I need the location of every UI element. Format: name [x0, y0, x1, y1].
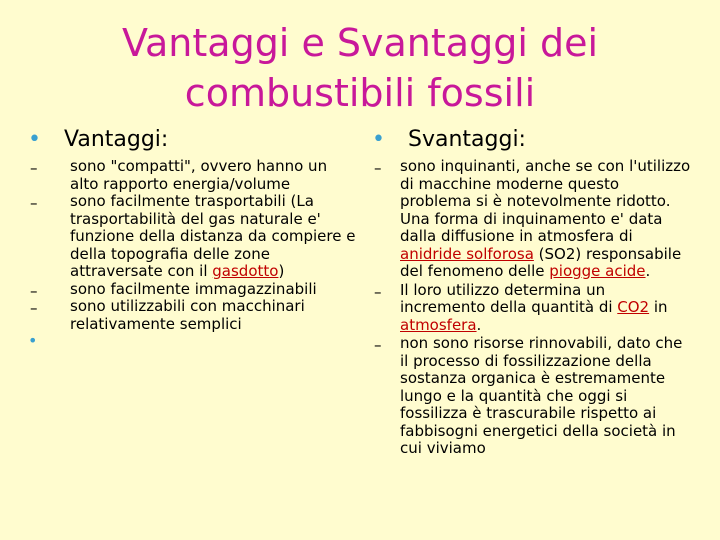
advantage-text: sono utilizzabili con macchinari relativamente semplici — [70, 297, 305, 333]
disadvantage-text: sono inquinanti, anche se con l'utilizzo di macchine moderne questo problema si è notevolmente ridotto. Una forma di inquinamento e' data dalla diffusione in atmosfera di — [400, 157, 691, 245]
slide-title — [0, 18, 720, 118]
dash-icon: – — [30, 159, 38, 177]
atmosfera-link[interactable]: atmosfera — [400, 315, 477, 334]
advantage-text-end: ) — [278, 262, 285, 280]
piogge-acide-link[interactable]: piogge acide — [549, 262, 646, 280]
dash-icon: – — [30, 281, 38, 300]
dash-icon: – — [374, 336, 382, 354]
anidride-solforosa-link[interactable]: anidride solforosa — [400, 244, 534, 263]
empty-bullet — [28, 333, 358, 353]
advantages-heading-label: Vantaggi: — [64, 127, 169, 152]
disadvantage-item — [372, 282, 692, 335]
gasdotto-link[interactable]: gasdotto — [212, 262, 279, 280]
co2-link[interactable]: CO2 — [617, 298, 650, 316]
disadvantages-heading-label: Svantaggi: — [408, 127, 526, 152]
disadvantage-text: . — [645, 262, 651, 280]
disadvantages-heading — [372, 126, 692, 154]
dash-icon: – — [30, 299, 38, 317]
advantage-text: sono facilmente immagazzinabili — [70, 279, 317, 298]
dash-icon: – — [374, 159, 382, 177]
advantage-item — [28, 158, 358, 193]
advantages-heading — [28, 126, 358, 154]
disadvantage-text: non sono risorse rinnovabili, dato che il processo di fossilizzazione della sostanza organica è estremamente lungo e la quantità che oggi si fossilizza è trascurabile rispetto ai fabbisogni energetici della società in cui viviamo — [400, 334, 683, 457]
disadvantage-text: in — [649, 298, 668, 316]
disadvantages-column — [372, 126, 692, 459]
dash-icon: – — [30, 194, 38, 212]
dash-icon: – — [374, 282, 382, 301]
disadvantage-item — [372, 335, 692, 458]
bullet-icon: • — [28, 127, 41, 152]
advantage-item — [28, 281, 358, 299]
advantages-column — [28, 126, 358, 353]
disadvantage-item — [372, 158, 692, 281]
bullet-icon: • — [372, 127, 385, 152]
bullet-icon: • — [28, 331, 38, 350]
advantage-item — [28, 193, 358, 281]
title-line-1: Vantaggi e Svantaggi dei — [121, 21, 599, 65]
advantage-item — [28, 298, 358, 333]
advantage-text: sono "compatti", ovvero hanno un alto rapporto energia/volume — [70, 157, 328, 193]
title-line-2: combustibili fossili — [184, 71, 536, 115]
disadvantage-text: Il loro utilizzo determina un incremento della quantità di — [400, 280, 618, 316]
advantage-text: sono facilmente trasportabili (La trasportabilità del gas naturale e' funzione della distanza da compiere e della topografia delle zone attraversate con il — [70, 192, 356, 280]
disadvantage-text: . — [476, 315, 482, 334]
disadvantage-text: (SO2) responsabile del fenomeno delle — [400, 244, 682, 280]
